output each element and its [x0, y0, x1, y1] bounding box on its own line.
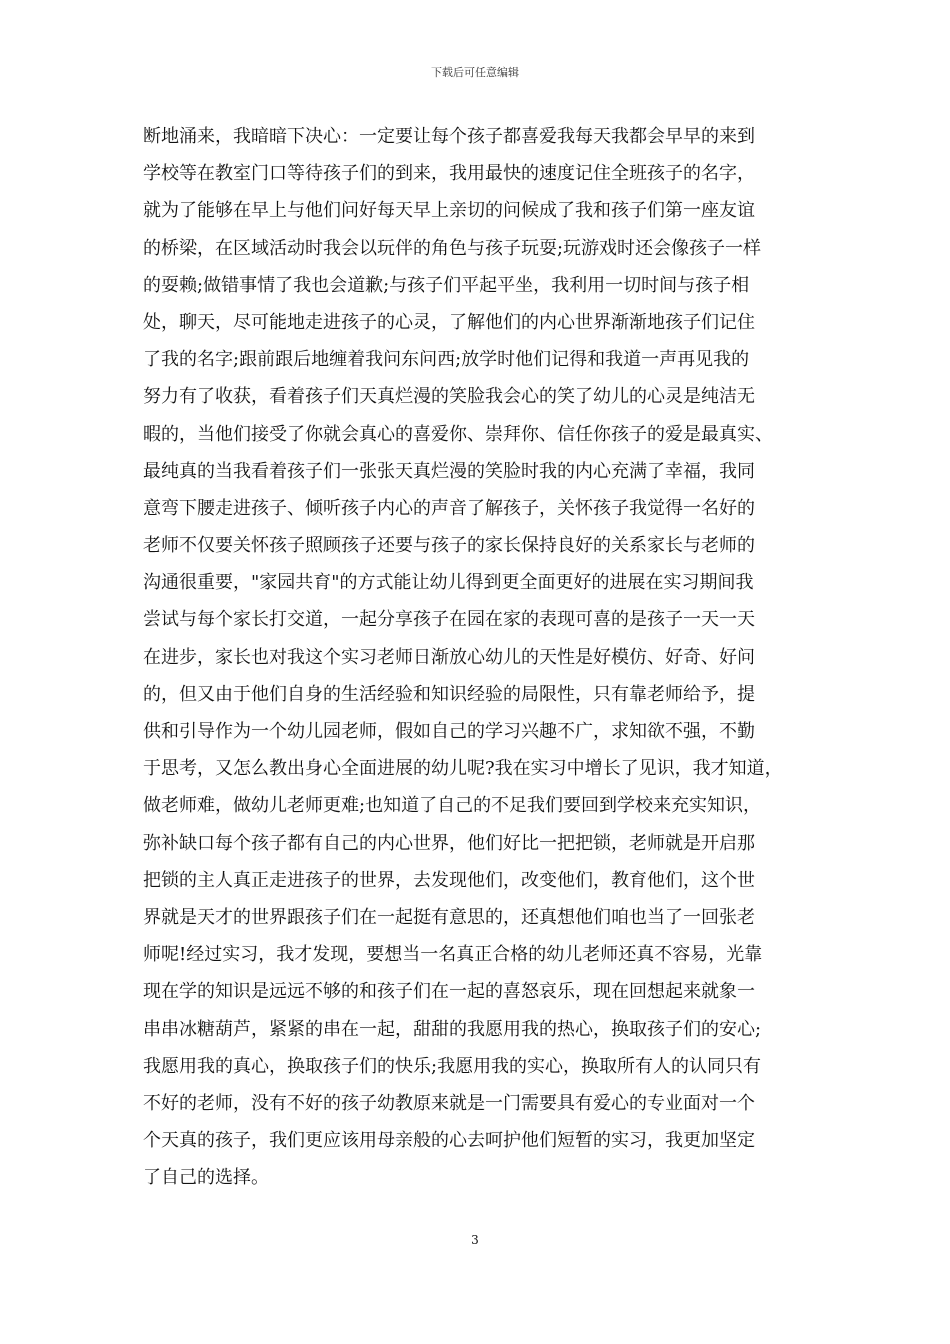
body-line: 了自己的选择。	[143, 1167, 269, 1189]
body-line: 的桥梁，在区域活动时我会以玩伴的角色与孩子玩耍;玩游戏时还会像孩子一样	[143, 237, 762, 259]
page-header: 下载后可任意编辑	[431, 66, 519, 79]
body-line: 暇的，当他们接受了你就会真心的喜爱你、崇拜你、信任你孩子的爱是最真实、	[143, 423, 773, 445]
body-line: 就为了能够在早上与他们问好每天早上亲切的问候成了我和孩子们第一座友谊	[143, 200, 755, 222]
body-line: 的耍赖;做错事情了我也会道歉;与孩子们平起平坐，我利用一切时间与孩子相	[143, 274, 750, 296]
body-line: 个天真的孩子，我们更应该用母亲般的心去呵护他们短暂的实习，我更加坚定	[143, 1130, 755, 1152]
body-line: 供和引导作为一个幼儿园老师，假如自己的学习兴趣不广，求知欲不强，不勤	[143, 721, 755, 742]
body-line: 于思考，又怎么教出身心全面进展的幼儿呢?我在实习中增长了见识，我才知道，	[143, 758, 783, 780]
body-line: 现在学的知识是远远不够的和孩子们在一起的喜怒哀乐，现在回想起来就象一	[143, 981, 755, 1003]
body-line: 不好的老师，没有不好的孩子幼教原来就是一门需要具有爱心的专业面对一个	[143, 1092, 755, 1114]
body-line: 师呢!经过实习，我才发现，要想当一名真正合格的幼儿老师还真不容易，光靠	[143, 944, 763, 966]
body-line: 界就是天才的世界跟孩子们在一起挺有意思的，还真想他们咱也当了一回张老	[143, 906, 755, 928]
body-line: 串串冰糖葫芦，紧紧的串在一起，甜甜的我愿用我的热心，换取孩子们的安心;	[143, 1018, 762, 1040]
body-line: 我愿用我的真心，换取孩子们的快乐;我愿用我的实心，换取所有人的认同只有	[143, 1055, 762, 1077]
body-line: 把锁的主人真正走进孩子的世界，去发现他们，改变他们，教育他们，这个世	[143, 869, 755, 891]
body-line: 的，但又由于他们自身的生活经验和知识经验的局限性，只有靠老师给予，提	[143, 683, 755, 705]
body-line: 尝试与每个家长打交道，一起分享孩子在园在家的表现可喜的是孩子一天一天	[143, 609, 755, 631]
body-line: 处，聊天，尽可能地走进孩子的心灵，了解他们的内心世界渐渐地孩子们记住	[143, 311, 755, 333]
body-line: 努力有了收获，看着孩子们天真烂漫的笑脸我会心的笑了幼儿的心灵是纯洁无	[143, 386, 755, 408]
body-line: 弥补缺口每个孩子都有自己的内心世界，他们好比一把把锁，老师就是开启那	[143, 832, 755, 854]
body-line: 了我的名字;跟前跟后地缠着我问东问西;放学时他们记得和我道一声再见我的	[143, 349, 750, 371]
page-number: 3	[471, 1233, 479, 1247]
body-line: 老师不仅要关怀孩子照顾孩子还要与孩子的家长保持良好的关系家长与老师的	[143, 535, 755, 557]
body-line: 在进步，家长也对我这个实习老师日渐放心幼儿的天性是好模仿、好奇、好问	[143, 646, 755, 668]
body-line: 断地涌来，我暗暗下决心：一定要让每个孩子都喜爱我每天我都会早早的来到	[143, 126, 755, 147]
document-body	[143, 118, 823, 1196]
body-line: 做老师难，做幼儿老师更难;也知道了自己的不足我们要回到学校来充实知识，	[143, 795, 762, 817]
body-line: 最纯真的当我看着孩子们一张张天真烂漫的笑脸时我的内心充满了幸福，我同	[143, 460, 755, 482]
body-line: 沟通很重要，"家园共育"的方式能让幼儿得到更全面更好的进展在实习期间我	[143, 572, 754, 594]
body-line: 意弯下腰走进孩子、倾听孩子内心的声音了解孩子，关怀孩子我觉得一名好的	[143, 497, 755, 519]
body-line: 学校等在教室门口等待孩子们的到来，我用最快的速度记住全班孩子的名字，	[143, 163, 755, 185]
